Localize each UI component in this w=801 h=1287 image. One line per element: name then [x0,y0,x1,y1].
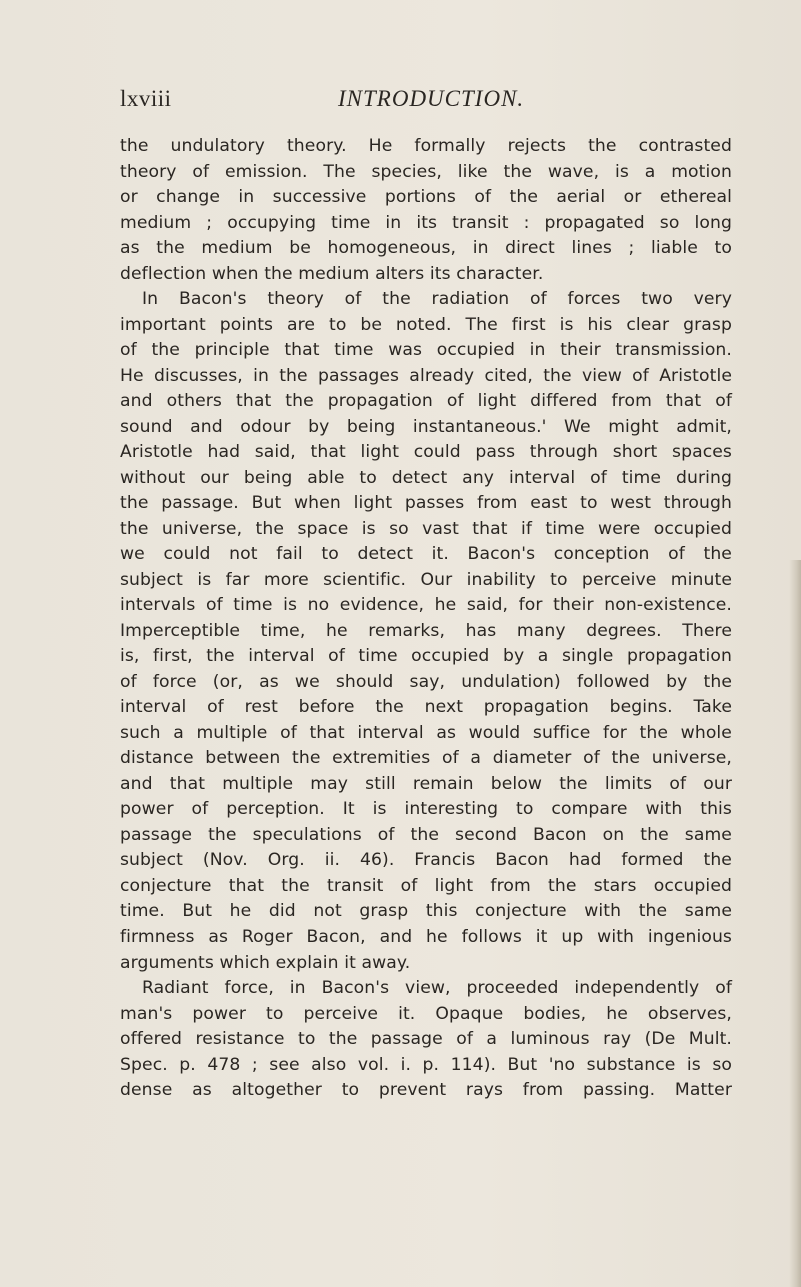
page-header [120,86,740,122]
text-line: such a multiple of that interval as would suffice for the whole [120,722,732,743]
text-line: important points are to be noted. The first is his clear grasp [120,314,732,335]
text-line: subject (Nov. Org. ii. 46). Francis Bacon had formed the [120,850,732,871]
text-line: medium ; occupying time in its transit : propagated so long [120,212,732,233]
text-line: of force (or, as we should say, undulation) followed by the [120,671,732,692]
text-line: the undulatory theory. He formally rejects the contrasted [120,136,732,156]
text-line: subject is far more scientific. Our inability to perceive minute [120,569,732,590]
text-line: Imperceptible time, he remarks, has many degrees. There [120,620,732,641]
text-line: passage the speculations of the second Bacon on the same [120,824,732,845]
text-line: of the principle that time was occupied in their transmission. [120,340,732,361]
text-line: or change in successive portions of the aerial or ethereal [120,187,732,208]
text-line: dense as altogether to prevent rays from passing. Matter [120,1080,732,1101]
running-head: INTRODUCTION. [338,86,525,111]
text-line: sound and odour by being instantaneous.' We might admit, [120,416,732,437]
page-edge-shadow [789,560,801,1287]
text-line: theory of emission. The species, like the wave, is a motion [120,161,732,182]
text-line: as the medium be homogeneous, in direct lines ; liable to [120,238,732,259]
text-line: man's power to perceive it. Opaque bodies, he observes, [120,1003,732,1024]
text-line: intervals of time is no evidence, he said, for their non-existence. [120,595,732,616]
text-line: distance between the extremities of a diameter of the universe, [120,748,732,769]
text-line: arguments which explain it away. [120,952,411,973]
text-line: without our being able to detect any interval of time during [120,467,732,488]
paragraph-start-line: In Bacon's theory of the radiation of forces two very [142,289,732,310]
text-line: conjecture that the transit of light from the stars occupied [120,875,732,896]
text-line: interval of rest before the next propagation begins. Take [120,697,732,718]
text-line: He discusses, in the passages already cited, the view of Aristotle [120,365,732,386]
text-line: power of perception. It is interesting to compare with this [120,799,732,820]
text-line: and others that the propagation of light differed from that of [120,391,732,412]
text-line: Spec. p. 478 ; see also vol. i. p. 114). But 'no substance is so [120,1054,732,1075]
text-line: the universe, the space is so vast that if time were occupied [120,518,732,539]
paragraph-start-line: Radiant force, in Bacon's view, proceeded independently of [142,978,732,999]
text-line: firmness as Roger Bacon, and he follows it up with ingenious [120,926,732,947]
body-text [120,134,732,1104]
text-line: deflection when the medium alters its character. [120,263,544,284]
text-line: offered resistance to the passage of a luminous ray (De Mult. [120,1029,732,1050]
text-line: is, first, the interval of time occupied by a single propagation [120,646,732,667]
text-line: we could not fail to detect it. Bacon's conception of the [120,544,732,565]
text-line: the passage. But when light passes from east to west through [120,493,732,514]
text-line: Aristotle had said, that light could pass through short spaces [120,442,732,463]
page-number: lxviii [120,86,172,111]
text-line: time. But he did not grasp this conjecture with the same [120,901,732,922]
text-line: and that multiple may still remain below the limits of our [120,773,732,794]
